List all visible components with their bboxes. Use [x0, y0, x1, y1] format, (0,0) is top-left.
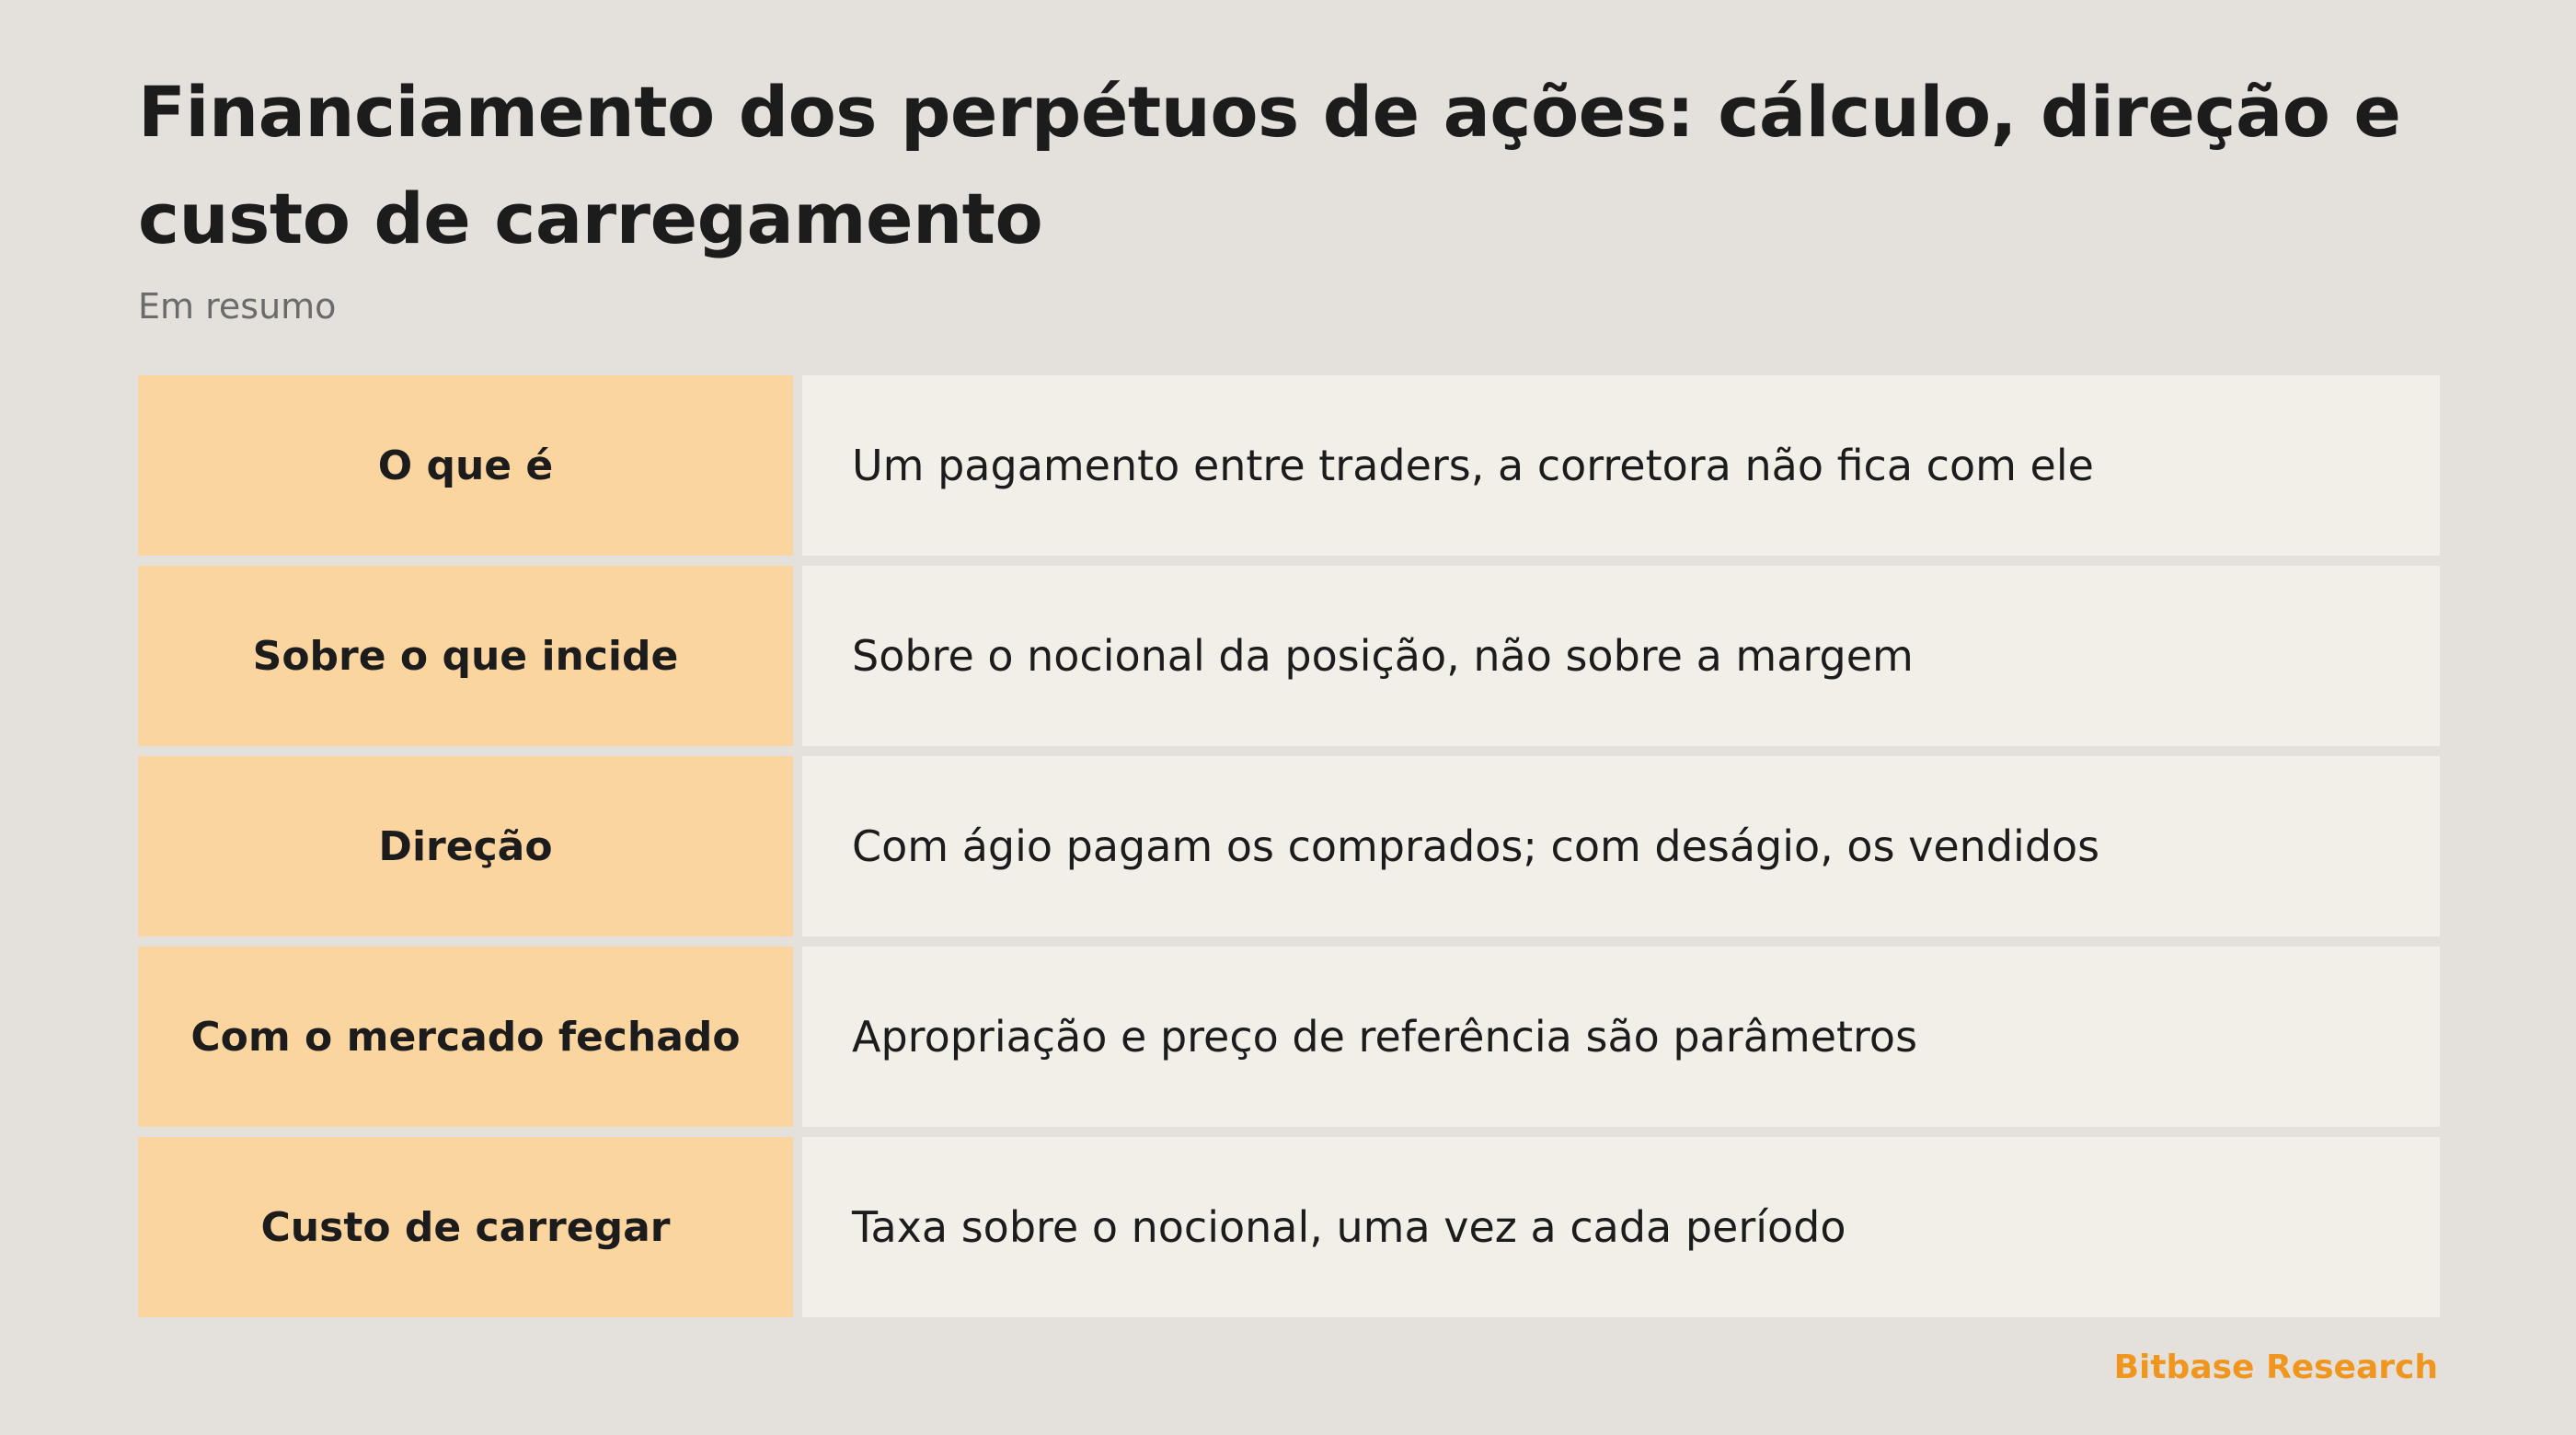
page-subtitle: Em resumo — [138, 286, 337, 327]
table-row — [138, 756, 2440, 936]
table-row — [138, 566, 2440, 746]
row-label: O que é — [138, 375, 793, 556]
page-title: Financiamento dos perpétuos de ações: cálculo, direção e custo de carregamento — [138, 71, 2401, 259]
brand-logo-text: Bitbase Research — [2113, 1349, 2438, 1386]
row-label: Sobre o que incide — [138, 566, 793, 746]
row-value: Sobre o nocional da posição, não sobre a margem — [802, 566, 2440, 746]
row-label: Com o mercado fechado — [138, 947, 793, 1127]
table-row — [138, 1137, 2440, 1317]
row-value: Com ágio pagam os comprados; com deságio, os vendidos — [802, 756, 2440, 936]
row-value: Taxa sobre o nocional, uma vez a cada período — [802, 1137, 2440, 1317]
row-label: Direção — [138, 756, 793, 936]
table-row — [138, 947, 2440, 1127]
row-value: Apropriação e preço de referência são parâmetros — [802, 947, 2440, 1127]
summary-table — [138, 375, 2440, 1317]
row-label: Custo de carregar — [138, 1137, 793, 1317]
row-value: Um pagamento entre traders, a corretora não fica com ele — [802, 375, 2440, 556]
table-row — [138, 375, 2440, 556]
